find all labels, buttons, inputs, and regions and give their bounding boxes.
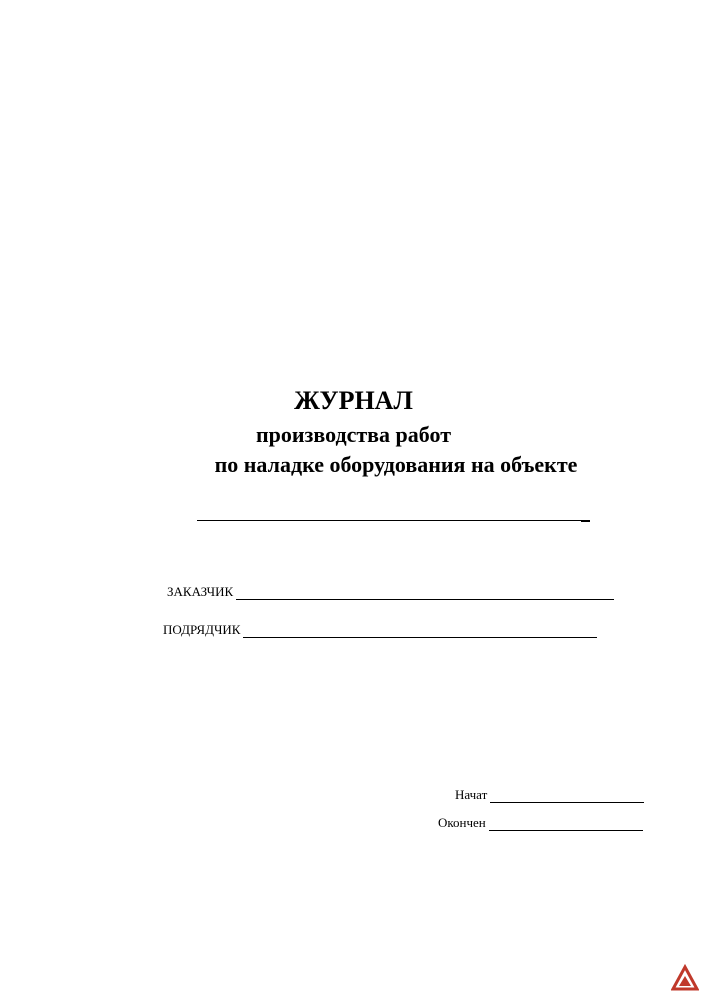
customer-label: ЗАКАЗЧИК: [167, 584, 234, 599]
document-subtitle-line-2: по наладке оборудования на объекте: [214, 452, 578, 477]
contractor-blank-line: [243, 624, 597, 638]
object-name-blank-line: [197, 520, 581, 521]
started-date-field: [455, 787, 644, 803]
started-blank-line: [490, 789, 644, 803]
object-name-blank-line-end: [581, 520, 590, 522]
contractor-label: ПОДРЯДЧИК: [163, 622, 241, 637]
customer-blank-line: [236, 586, 614, 600]
document-title: ЖУРНАЛ: [294, 386, 413, 415]
customer-field: [167, 584, 614, 600]
finished-date-field: [438, 815, 643, 831]
triangle-logo-icon: [671, 964, 699, 992]
started-label: Начат: [455, 787, 488, 802]
finished-blank-line: [489, 817, 643, 831]
finished-label: Окончен: [438, 815, 486, 830]
document-subtitle-line-1: производства работ: [255, 422, 452, 447]
contractor-field: [163, 622, 597, 638]
